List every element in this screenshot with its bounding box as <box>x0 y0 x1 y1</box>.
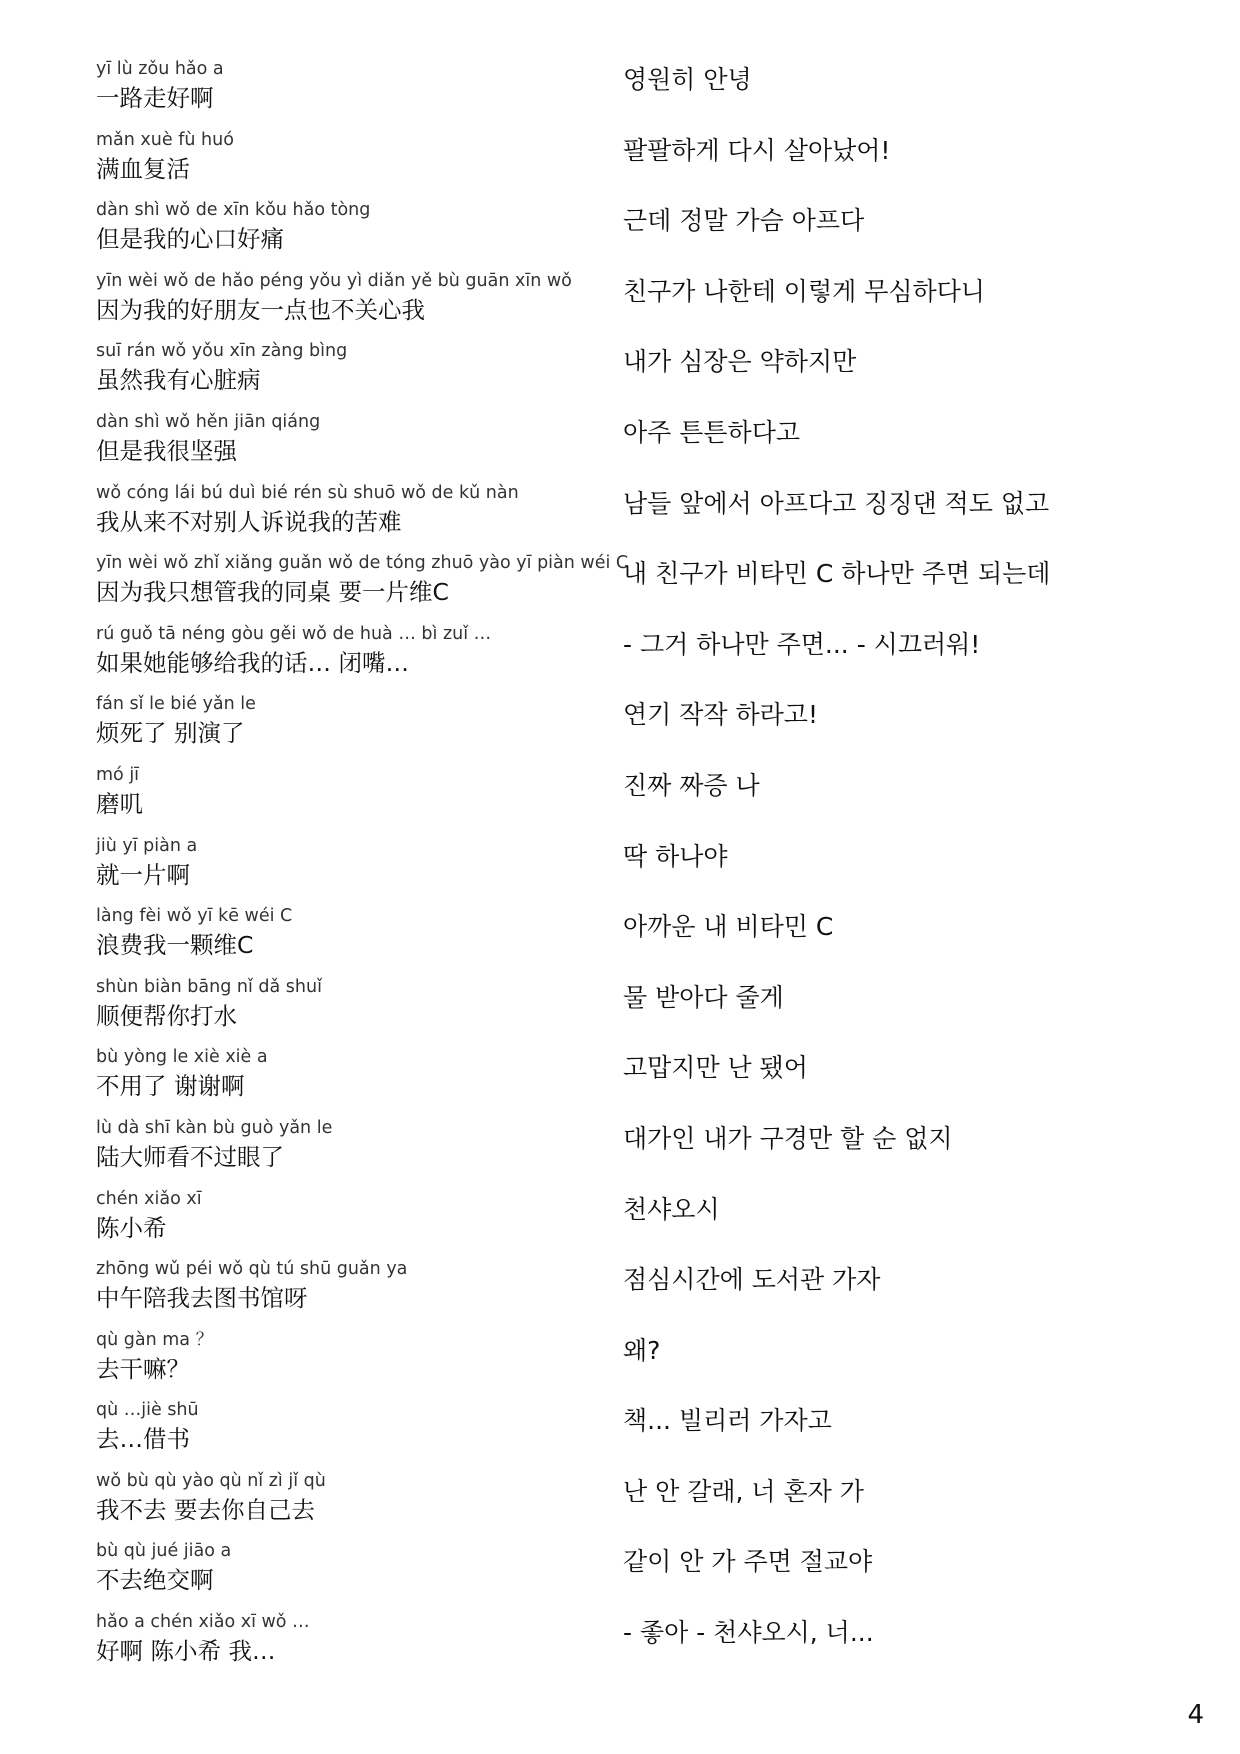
korean-text: - 그거 하나만 주면... - 시끄러워! <box>623 629 981 659</box>
korean-text: 왜? <box>623 1335 661 1365</box>
pinyin-text: hǎo a chén xiǎo xī wǒ … <box>96 1612 310 1633</box>
korean-text: 딱 하나야 <box>623 841 728 871</box>
chinese-text: 顺便帮你打水 <box>96 1001 237 1030</box>
subtitle-row <box>96 552 1176 623</box>
chinese-block <box>96 58 636 114</box>
subtitle-row <box>96 1329 1176 1400</box>
chinese-text: 因为我只想管我的同桌 要一片维C <box>96 578 449 607</box>
korean-text: 난 안 갈래, 너 혼자 가 <box>623 1476 864 1506</box>
subtitle-row <box>96 623 1176 694</box>
page-number: 4 <box>1187 1700 1204 1730</box>
subtitle-row <box>96 129 1176 200</box>
chinese-block <box>96 129 636 185</box>
korean-text: 고맙지만 난 됐어 <box>623 1053 808 1083</box>
chinese-text: 好啊 陈小希 我… <box>96 1637 276 1666</box>
pinyin-text: rú guǒ tā néng gòu gěi wǒ de huà … bì zuǐ … <box>96 623 492 644</box>
subtitle-row <box>96 270 1176 341</box>
subtitle-row <box>96 411 1176 482</box>
pinyin-text: làng fèi wǒ yī kē wéi C <box>96 906 293 927</box>
chinese-text: 烦死了 别演了 <box>96 719 245 748</box>
subtitle-row <box>96 1117 1176 1188</box>
subtitle-row <box>96 1470 1176 1541</box>
pinyin-text: yīn wèi wǒ de hǎo péng yǒu yì diǎn yě bù guān xīn wǒ <box>96 270 572 291</box>
chinese-block <box>96 905 636 961</box>
pinyin-text: dàn shì wǒ de xīn kǒu hǎo tòng <box>96 200 371 221</box>
subtitle-row <box>96 1611 1176 1682</box>
subtitle-row <box>96 1540 1176 1611</box>
subtitle-row <box>96 1046 1176 1117</box>
pinyin-text: shùn biàn bāng nǐ dǎ shuǐ <box>96 976 322 997</box>
korean-text: 친구가 나한테 이렇게 무심하다니 <box>623 276 985 306</box>
subtitle-row <box>96 1399 1176 1470</box>
chinese-text: 不去绝交啊 <box>96 1566 214 1595</box>
pinyin-text: fán sǐ le bié yǎn le <box>96 694 256 715</box>
pinyin-text: qù …jiè shū <box>96 1400 199 1421</box>
korean-text: 아주 튼튼하다고 <box>623 417 800 447</box>
chinese-text: 就一片啊 <box>96 860 190 889</box>
chinese-block <box>96 411 636 467</box>
chinese-block <box>96 199 636 255</box>
chinese-block <box>96 835 636 891</box>
chinese-block <box>96 1188 636 1244</box>
chinese-text: 因为我的好朋友一点也不关心我 <box>96 295 425 324</box>
chinese-block <box>96 1540 636 1596</box>
subtitle-row <box>96 905 1176 976</box>
chinese-block <box>96 1258 636 1314</box>
korean-text: 내가 심장은 약하지만 <box>623 347 857 377</box>
pinyin-text: bù yòng le xiè xiè a <box>96 1047 268 1068</box>
chinese-block <box>96 693 636 749</box>
pinyin-text: jiù yī piàn a <box>96 835 198 856</box>
chinese-text: 但是我的心口好痛 <box>96 225 284 254</box>
chinese-block <box>96 976 636 1032</box>
pinyin-text: bù qù jué jiāo a <box>96 1541 232 1562</box>
chinese-block <box>96 1611 636 1667</box>
pinyin-text: mǎn xuè fù huó <box>96 129 234 150</box>
korean-text: 대가인 내가 구경만 할 순 없지 <box>623 1123 953 1153</box>
chinese-text: 我不去 要去你自己去 <box>96 1495 315 1524</box>
chinese-block <box>96 1046 636 1102</box>
pinyin-text: mó jī <box>96 764 140 785</box>
pinyin-text: lù dà shī kàn bù guò yǎn le <box>96 1117 333 1138</box>
pinyin-text: wǒ cóng lái bú duì bié rén sù shuō wǒ de kǔ nàn <box>96 482 519 503</box>
korean-text: 근데 정말 가슴 아프다 <box>623 206 865 236</box>
chinese-text: 陆大师看不过眼了 <box>96 1142 284 1171</box>
subtitle-lines <box>96 58 1176 1682</box>
korean-text: 영원히 안녕 <box>623 65 752 94</box>
chinese-block <box>96 482 636 538</box>
chinese-text: 我从来不对别人诉说我的苦难 <box>96 507 402 536</box>
korean-text: 점심시간에 도서관 가자 <box>623 1265 881 1295</box>
pinyin-text: zhōng wǔ péi wǒ qù tú shū guǎn ya <box>96 1259 408 1280</box>
korean-text: 천샤오시 <box>623 1194 720 1224</box>
korean-text: 남들 앞에서 아프다고 징징댄 적도 없고 <box>623 488 1050 518</box>
chinese-text: 中午陪我去图书馆呀 <box>96 1284 308 1313</box>
pinyin-text: chén xiǎo xī <box>96 1188 202 1209</box>
korean-text: 진짜 짜증 나 <box>623 770 760 800</box>
subtitle-row <box>96 1258 1176 1329</box>
subtitle-row <box>96 199 1176 270</box>
chinese-text: 浪费我一颗维C <box>96 931 254 960</box>
subtitle-row <box>96 1188 1176 1259</box>
chinese-text: 一路走好啊 <box>96 84 214 112</box>
pinyin-text: dàn shì wǒ hěn jiān qiáng <box>96 411 321 432</box>
subtitle-row <box>96 693 1176 764</box>
subtitle-row <box>96 835 1176 906</box>
chinese-text: 去…借书 <box>96 1425 190 1454</box>
pinyin-text: suī rán wǒ yǒu xīn zàng bìng <box>96 341 348 362</box>
chinese-block <box>96 1399 636 1455</box>
chinese-block <box>96 1329 636 1385</box>
pinyin-text: yīn wèi wǒ zhǐ xiǎng guǎn wǒ de tóng zhuō yào yī piàn wéi C <box>96 553 629 574</box>
chinese-block <box>96 1117 636 1173</box>
chinese-block <box>96 552 636 608</box>
chinese-block <box>96 340 636 396</box>
subtitle-row <box>96 482 1176 553</box>
korean-text: 물 받아다 줄게 <box>623 982 784 1012</box>
korean-text: 책... 빌리러 가자고 <box>623 1406 832 1436</box>
korean-text: 팔팔하게 다시 살아났어! <box>623 135 891 165</box>
pinyin-text: wǒ bù qù yào qù nǐ zì jǐ qù <box>96 1470 326 1491</box>
chinese-text: 如果她能够给我的话… 闭嘴… <box>96 648 409 677</box>
chinese-text: 去干嘛？ <box>96 1354 190 1383</box>
korean-text: 연기 작작 하라고! <box>623 700 818 730</box>
subtitle-row <box>96 976 1176 1047</box>
korean-text: 아까운 내 비타민 C <box>623 912 834 942</box>
chinese-block <box>96 623 636 679</box>
chinese-text: 不用了 谢谢啊 <box>96 1072 245 1101</box>
chinese-text: 磨叽 <box>96 789 143 818</box>
subtitle-row <box>96 764 1176 835</box>
chinese-text: 虽然我有心脏病 <box>96 366 261 395</box>
chinese-text: 陈小希 <box>96 1213 167 1242</box>
pinyin-text: yī lù zǒu hǎo a <box>96 59 224 79</box>
subtitle-row <box>96 58 1176 129</box>
subtitle-row <box>96 340 1176 411</box>
chinese-text: 满血复活 <box>96 154 190 183</box>
chinese-block <box>96 270 636 326</box>
chinese-block <box>96 764 636 820</box>
pinyin-text: qù gàn ma ？ <box>96 1329 214 1350</box>
korean-text: 같이 안 가 주면 절교야 <box>623 1547 873 1577</box>
chinese-block <box>96 1470 636 1526</box>
korean-text: 내 친구가 비타민 C 하나만 주면 되는데 <box>623 559 1051 589</box>
chinese-text: 但是我很坚强 <box>96 436 237 465</box>
korean-text: - 좋아 - 천샤오시, 너... <box>623 1618 874 1648</box>
